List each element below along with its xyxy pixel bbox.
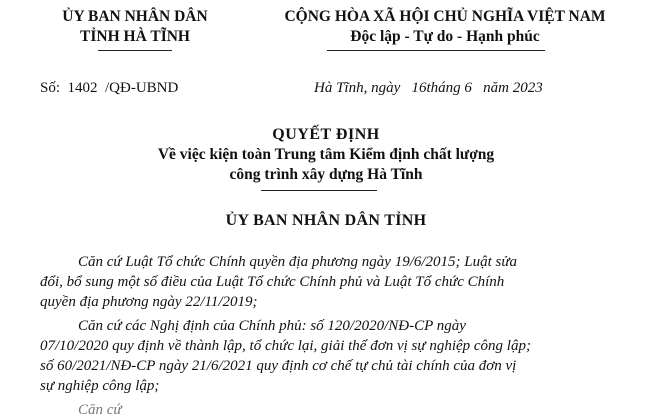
org-underline: [98, 50, 172, 51]
paragraph-2-line-1: Căn cứ các Nghị định của Chính phủ: số 120/2020/NĐ-CP ngày: [78, 318, 466, 334]
document-number: [40, 80, 178, 97]
doc-number-suffix: /QĐ-UBND: [105, 80, 179, 96]
paragraph-2-line-2: 07/10/2020 quy định về thành lập, tổ chức lại, giải thể đơn vị sự nghiệp công lập;: [40, 338, 531, 354]
paragraph-2-line-4: sự nghiệp công lập;: [40, 378, 160, 394]
paragraph-3-partial: Căn cứ: [78, 402, 122, 418]
issuing-org-line1: ỦY BAN NHÂN DÂN: [62, 8, 208, 25]
paragraph-1-line-2: đổi, bổ sung một số điều của Luật Tổ chức Chính phủ và Luật Tổ chức Chính: [40, 274, 505, 290]
subject-underline: [261, 190, 377, 191]
paragraph-1-line-1: Căn cứ Luật Tổ chức Chính quyền địa phương ngày 19/6/2015; Luật sửa: [78, 254, 518, 270]
date-place: Hà Tĩnh, ngày: [314, 80, 401, 96]
doc-number-value: 1402: [67, 80, 98, 96]
date-month-label: tháng: [426, 80, 461, 96]
date-year: năm 2023: [483, 80, 543, 96]
doc-number-prefix: Số:: [40, 80, 61, 96]
document-type: QUYẾT ĐỊNH: [272, 126, 380, 143]
issuing-org-line2: TỈNH HÀ TĨNH: [80, 28, 190, 45]
motto-underline: [327, 50, 545, 51]
subject-line-2: công trình xây dựng Hà Tĩnh: [229, 166, 423, 183]
paragraph-1-line-3: quyền địa phương ngày 22/11/2019;: [40, 294, 258, 310]
authority-heading: ỦY BAN NHÂN DÂN TỈNH: [225, 212, 427, 229]
paragraph-2-line-3: số 60/2021/NĐ-CP ngày 21/6/2021 quy định cơ chế tự chủ tài chính của đơn vị: [40, 358, 517, 374]
issue-date: [314, 80, 543, 97]
subject-line-1: Về việc kiện toàn Trung tâm Kiểm định chất lượng: [157, 146, 495, 163]
national-motto: Độc lập - Tự do - Hạnh phúc: [350, 28, 540, 45]
national-title: CỘNG HÒA XÃ HỘI CHỦ NGHĨA VIỆT NAM: [284, 8, 606, 25]
date-day: 16: [411, 80, 427, 96]
date-month: 6: [464, 80, 472, 96]
